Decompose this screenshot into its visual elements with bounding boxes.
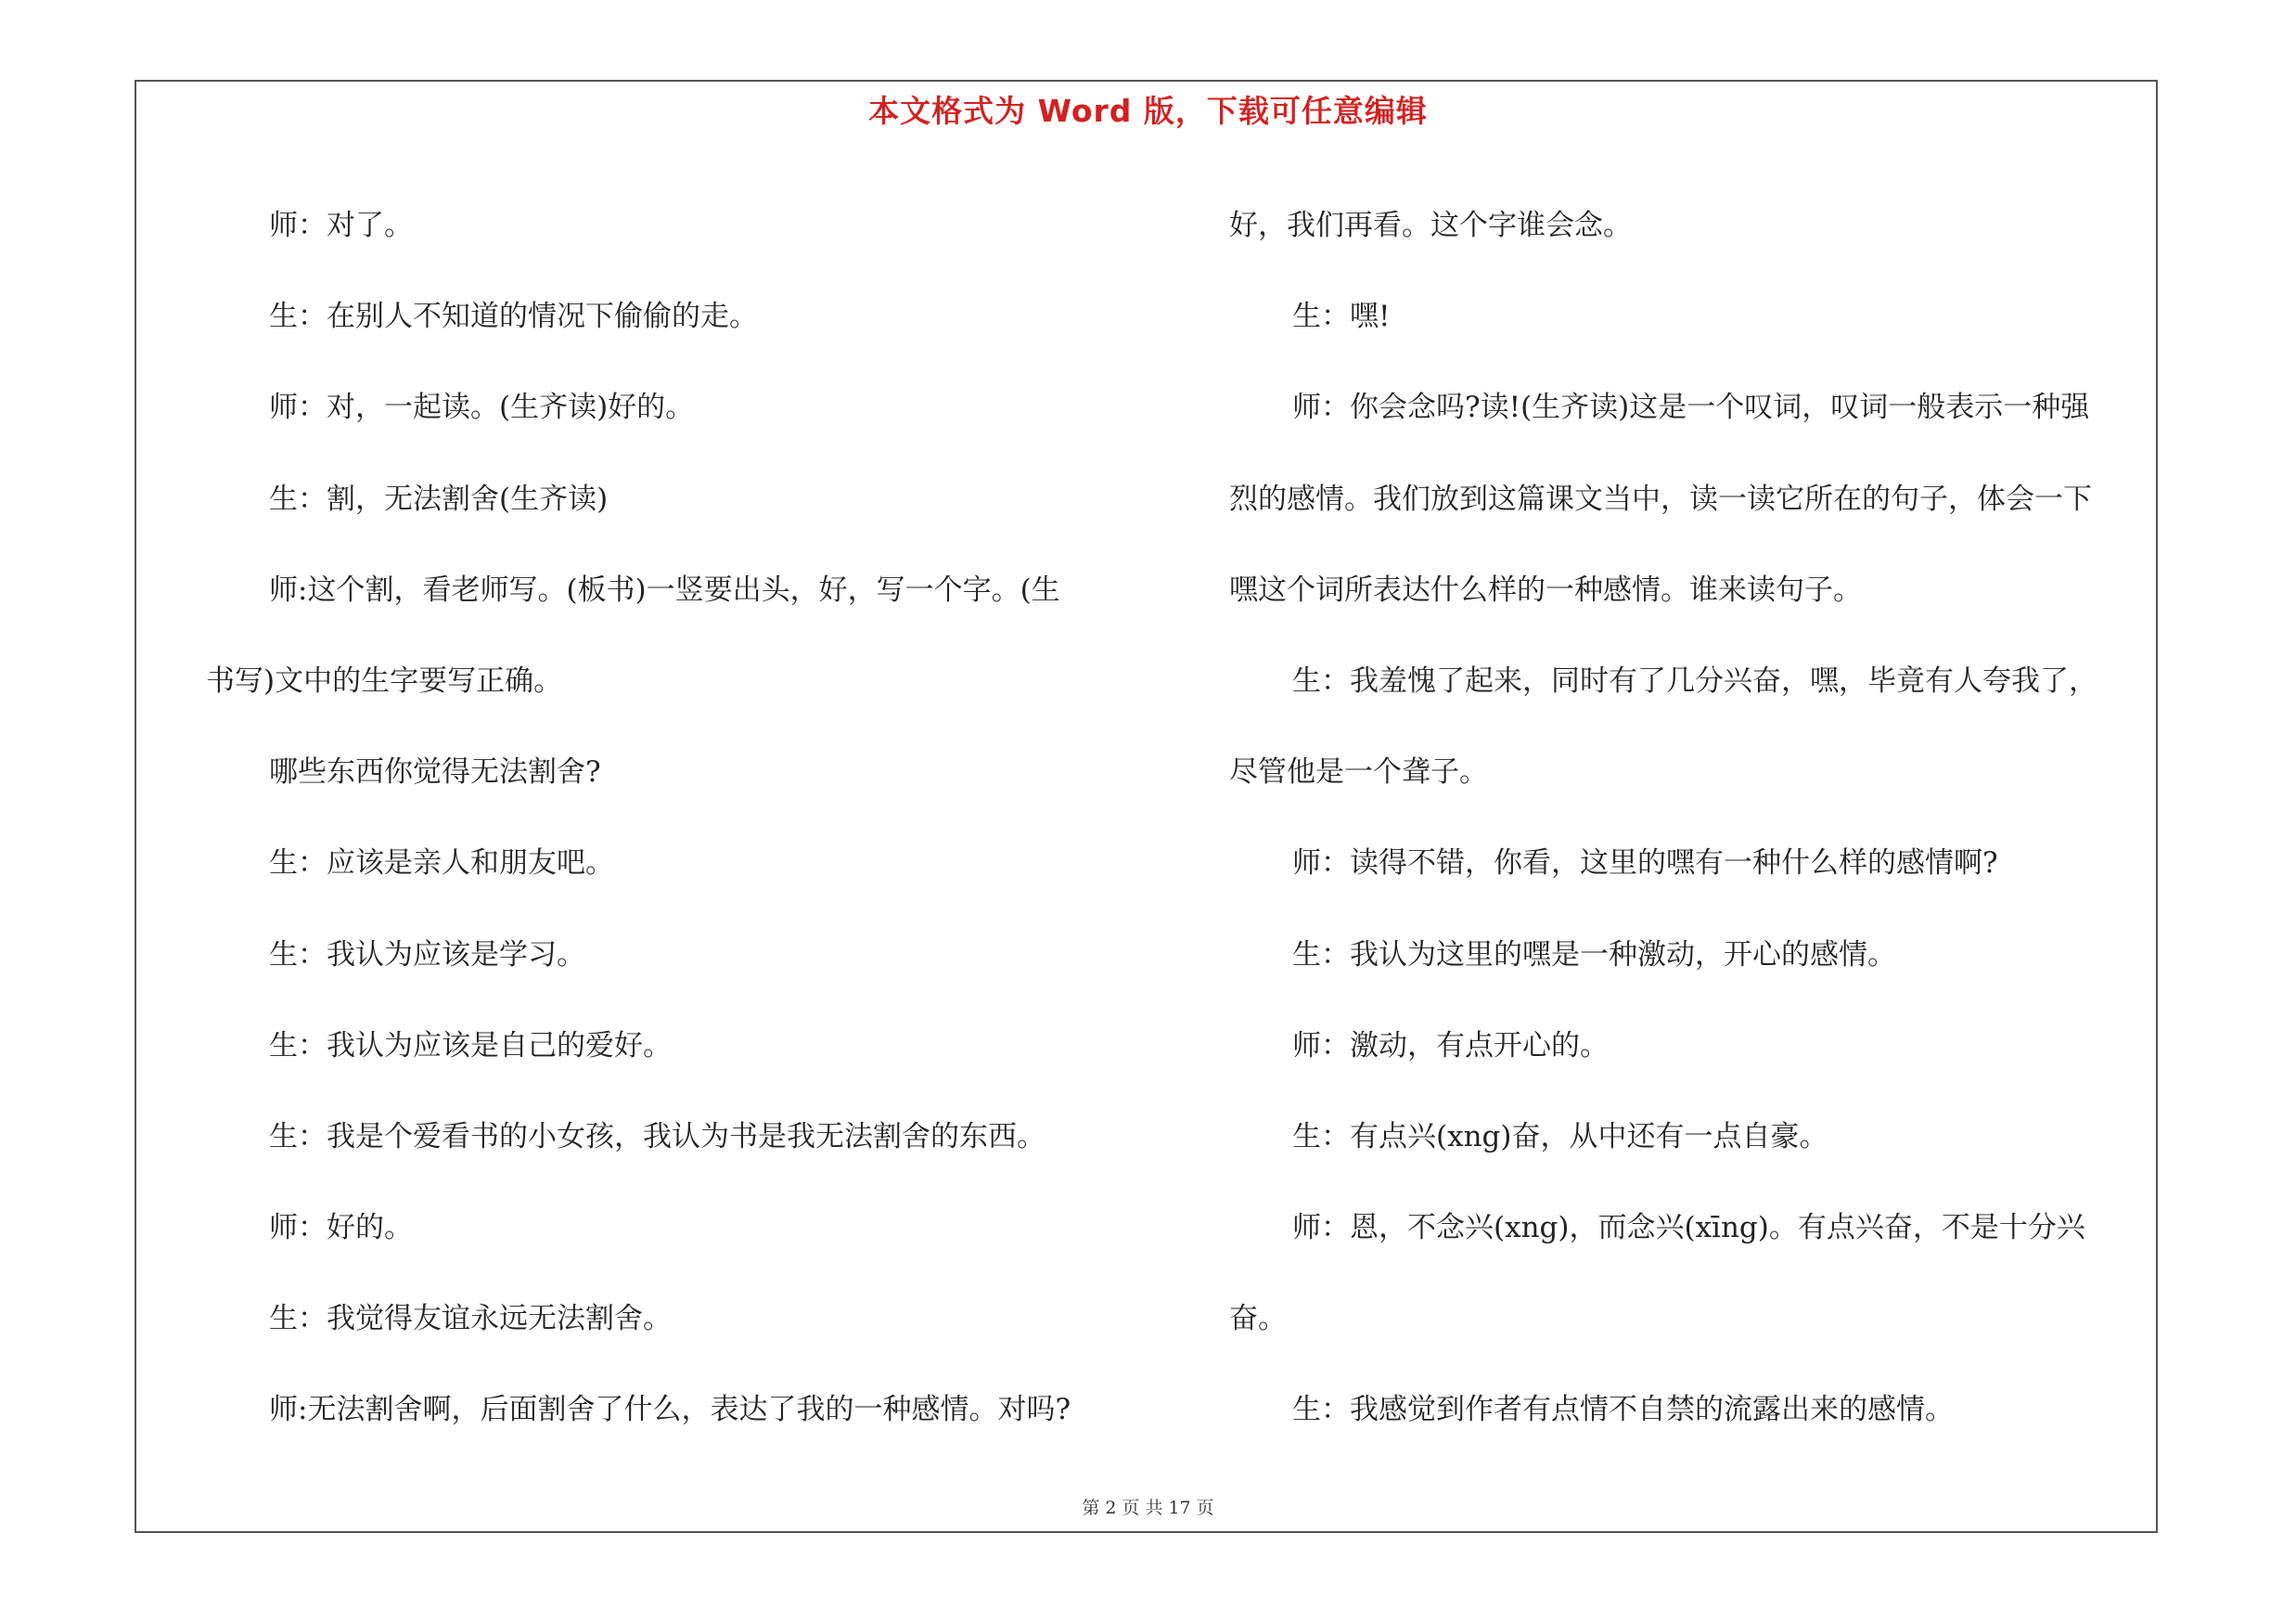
text-line: 好，我们再看。这个字谁会念。 bbox=[1229, 209, 1632, 242]
text-line: 生：我羞愧了起来，同时有了几分兴奋，嘿，毕竟有人夸我了， bbox=[1292, 663, 2097, 698]
text-line: 生：我认为应该是自己的爱好。 bbox=[269, 1028, 672, 1063]
footer-suffix: 页 bbox=[1196, 1498, 1214, 1518]
footer-total-pages: 17 bbox=[1168, 1498, 1191, 1518]
footer-prefix: 第 bbox=[1082, 1498, 1100, 1518]
footer-middle: 页 共 bbox=[1122, 1498, 1163, 1518]
text-line: 嘿这个词所表达什么样的一种感情。谁来读句子。 bbox=[1229, 573, 1862, 607]
text-line: 师:无法割舍啊，后面割舍了什么，表达了我的一种感情。对吗? bbox=[269, 1393, 1071, 1427]
page-footer bbox=[0, 1494, 2296, 1519]
text-line: 生：应该是亲人和朋友吧。 bbox=[269, 846, 614, 881]
text-line: 哪些东西你觉得无法割舍? bbox=[269, 755, 601, 790]
text-line: 师：对了。 bbox=[269, 209, 413, 242]
text-line: 师：激动，有点开心的。 bbox=[1292, 1028, 1609, 1063]
text-line: 生：割，无法割舍(生齐读) bbox=[269, 482, 609, 516]
text-line: 师：你会念吗?读!(生齐读)这是一个叹词，叹词一般表示一种强 bbox=[1292, 391, 2090, 425]
text-line: 师：对，一起读。(生齐读)好的。 bbox=[269, 391, 695, 425]
text-line: 奋。 bbox=[1229, 1302, 1287, 1336]
text-line: 师:这个割，看老师写。(板书)一竖要出头，好，写一个字。(生 bbox=[269, 573, 1060, 607]
text-line: 生：我感觉到作者有点情不自禁的流露出来的感情。 bbox=[1292, 1393, 1954, 1427]
text-line: 生：嘿! bbox=[1292, 300, 1391, 334]
text-line: 生：我认为这里的嘿是一种激动，开心的感情。 bbox=[1292, 937, 1896, 972]
text-line: 师：好的。 bbox=[269, 1211, 413, 1245]
text-line: 烈的感情。我们放到这篇课文当中，读一读它所在的句子，体会一下 bbox=[1229, 482, 2092, 516]
right-column bbox=[1229, 180, 2157, 1456]
text-line: 师：读得不错，你看，这里的嘿有一种什么样的感情啊? bbox=[1292, 846, 1998, 881]
text-line: 师：恩，不念兴(xng)，而念兴(xīng)。有点兴奋，不是十分兴 bbox=[1292, 1211, 2085, 1245]
text-line: 生：我认为应该是学习。 bbox=[269, 937, 585, 972]
header-banner: 本文格式为 Word 版，下载可任意编辑 bbox=[868, 93, 1428, 129]
text-line: 尽管他是一个聋子。 bbox=[1229, 755, 1488, 790]
footer-page-number: 2 bbox=[1105, 1498, 1117, 1518]
text-line: 生：在别人不知道的情况下偷偷的走。 bbox=[269, 300, 758, 334]
text-line: 生：我觉得友谊永远无法割舍。 bbox=[269, 1302, 672, 1336]
text-line: 书写)文中的生字要写正确。 bbox=[206, 663, 563, 698]
text-line: 生：我是个爱看书的小女孩，我认为书是我无法割舍的东西。 bbox=[269, 1119, 1045, 1153]
text-line: 生：有点兴(xng)奋，从中还有一点自豪。 bbox=[1292, 1119, 1828, 1153]
left-column bbox=[206, 180, 1134, 1456]
